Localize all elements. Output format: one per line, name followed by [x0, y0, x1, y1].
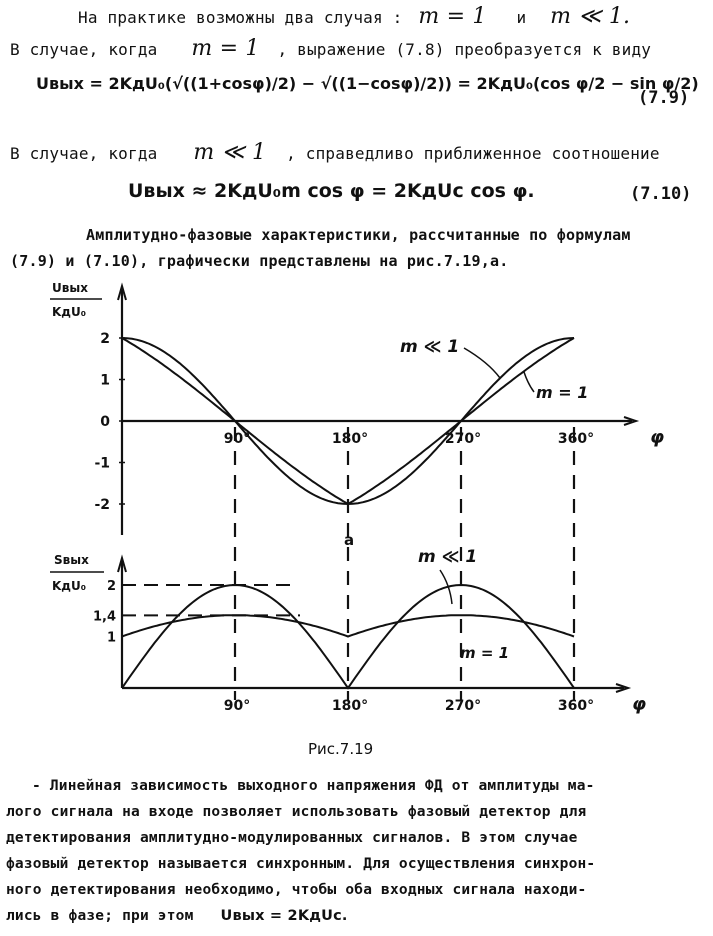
- panel-b-series-label-0: m ≪ 1: [418, 547, 478, 567]
- panel-b-ytick-2: 1: [106, 630, 116, 646]
- para2-line6: [6, 908, 348, 924]
- equation-7-10-number: (7.10): [630, 184, 692, 204]
- panel-a-xtick-3: 360°: [557, 431, 595, 447]
- panel-a-xtick-0: 90°: [223, 431, 251, 447]
- para2-line2: лого сигнала на входе позволяет использовать фазовый детектор для: [6, 804, 587, 820]
- para1-line2: (7.9) и (7.10), графически представлены на рис.7.19,а.: [10, 252, 509, 270]
- line2-prefix: В случае, когда: [10, 40, 158, 59]
- panel-b-ylabel-num: Sвых: [54, 553, 89, 567]
- para2-line5: ного детектирования необходимо, чтобы оба входных сигнала находи-: [6, 882, 587, 898]
- panel-b-xtick-2: 270°: [444, 698, 482, 714]
- panel-a-leader-0: [464, 348, 500, 378]
- line1-and: и: [516, 8, 527, 27]
- para2-line1: - Линейная зависимость выходного напряжения ФД от амплитуды ма-: [32, 778, 595, 794]
- panel-a-ylabel-num: Uвых: [52, 281, 88, 295]
- line2-suffix: , выражение (7.8) преобразуется к виду: [277, 40, 652, 59]
- panel-b-ylabel-den: KдU₀: [52, 579, 86, 593]
- panel-a-annotation: a: [343, 531, 355, 549]
- panel-b-series-label-1: m = 1: [460, 644, 510, 662]
- figure-caption: Рис.7.19: [308, 740, 374, 758]
- panel-a-xtick-1: 180°: [331, 431, 369, 447]
- line2-case: m = 1: [191, 36, 260, 61]
- panel-b-xlabel: φ: [632, 694, 647, 715]
- panel-b-ytick-1: 1,4: [92, 609, 116, 625]
- para1-line1: Амплитудно-фазовые характеристики, рассчитанные по формулам: [86, 226, 631, 244]
- line1-prefix: На практике возможны два случая :: [78, 8, 403, 27]
- panel-b-xtick-0: 90°: [223, 698, 251, 714]
- para2-line6-eq: Uвых = 2KдUc.: [220, 908, 348, 924]
- line3-suffix: , справедливо приближенное соотношение: [286, 144, 660, 163]
- equation-7-9-text: Uвых = 2KдU₀(√((1+cosφ)/2) − √((1−cosφ)/2)) = 2KдU₀(cos φ/2 − sin φ/2): [36, 74, 699, 93]
- panel-b-ytick-0: 2: [106, 579, 116, 594]
- panel-a-series-label-1: m = 1: [536, 383, 589, 402]
- panel-b-xtick-3: 360°: [557, 698, 595, 714]
- panel-a-xtick-2: 270°: [444, 431, 482, 447]
- panel-a-ytick-0: 2: [100, 331, 110, 347]
- panel-b-xtick-1: 180°: [331, 698, 369, 714]
- panel-a-ytick-2: 0: [100, 414, 110, 430]
- line1-case1: m = 1: [418, 4, 487, 29]
- line1-case2: m ≪ 1.: [550, 4, 631, 29]
- para2-line3: детектирования амплитудно-модулированных сигналов. В этом случае: [6, 830, 578, 846]
- line3-prefix: В случае, когда: [10, 144, 158, 163]
- panel-a-series-label-0: m ≪ 1: [400, 337, 460, 357]
- equation-7-9-number: (7.9): [638, 88, 690, 108]
- line3-case: m ≪ 1: [193, 140, 267, 165]
- panel-a-leader-1: [524, 372, 534, 392]
- panel-a-ytick-3: -1: [94, 455, 110, 472]
- panel-a-ytick-4: -2: [94, 497, 110, 513]
- panel-a-xlabel: φ: [650, 427, 665, 448]
- panel-a-ylabel-den: KдU₀: [52, 305, 86, 319]
- equation-7-10-text: Uвых ≈ 2KдU₀m cos φ = 2KдUc cos φ.: [128, 180, 535, 202]
- para2-line6-text: лись в фазе; при этом: [6, 908, 194, 924]
- panel-a-ytick-1: 1: [100, 372, 110, 389]
- para2-line4: фазовый детектор называется синхронным. Для осуществления синхрон-: [6, 856, 596, 872]
